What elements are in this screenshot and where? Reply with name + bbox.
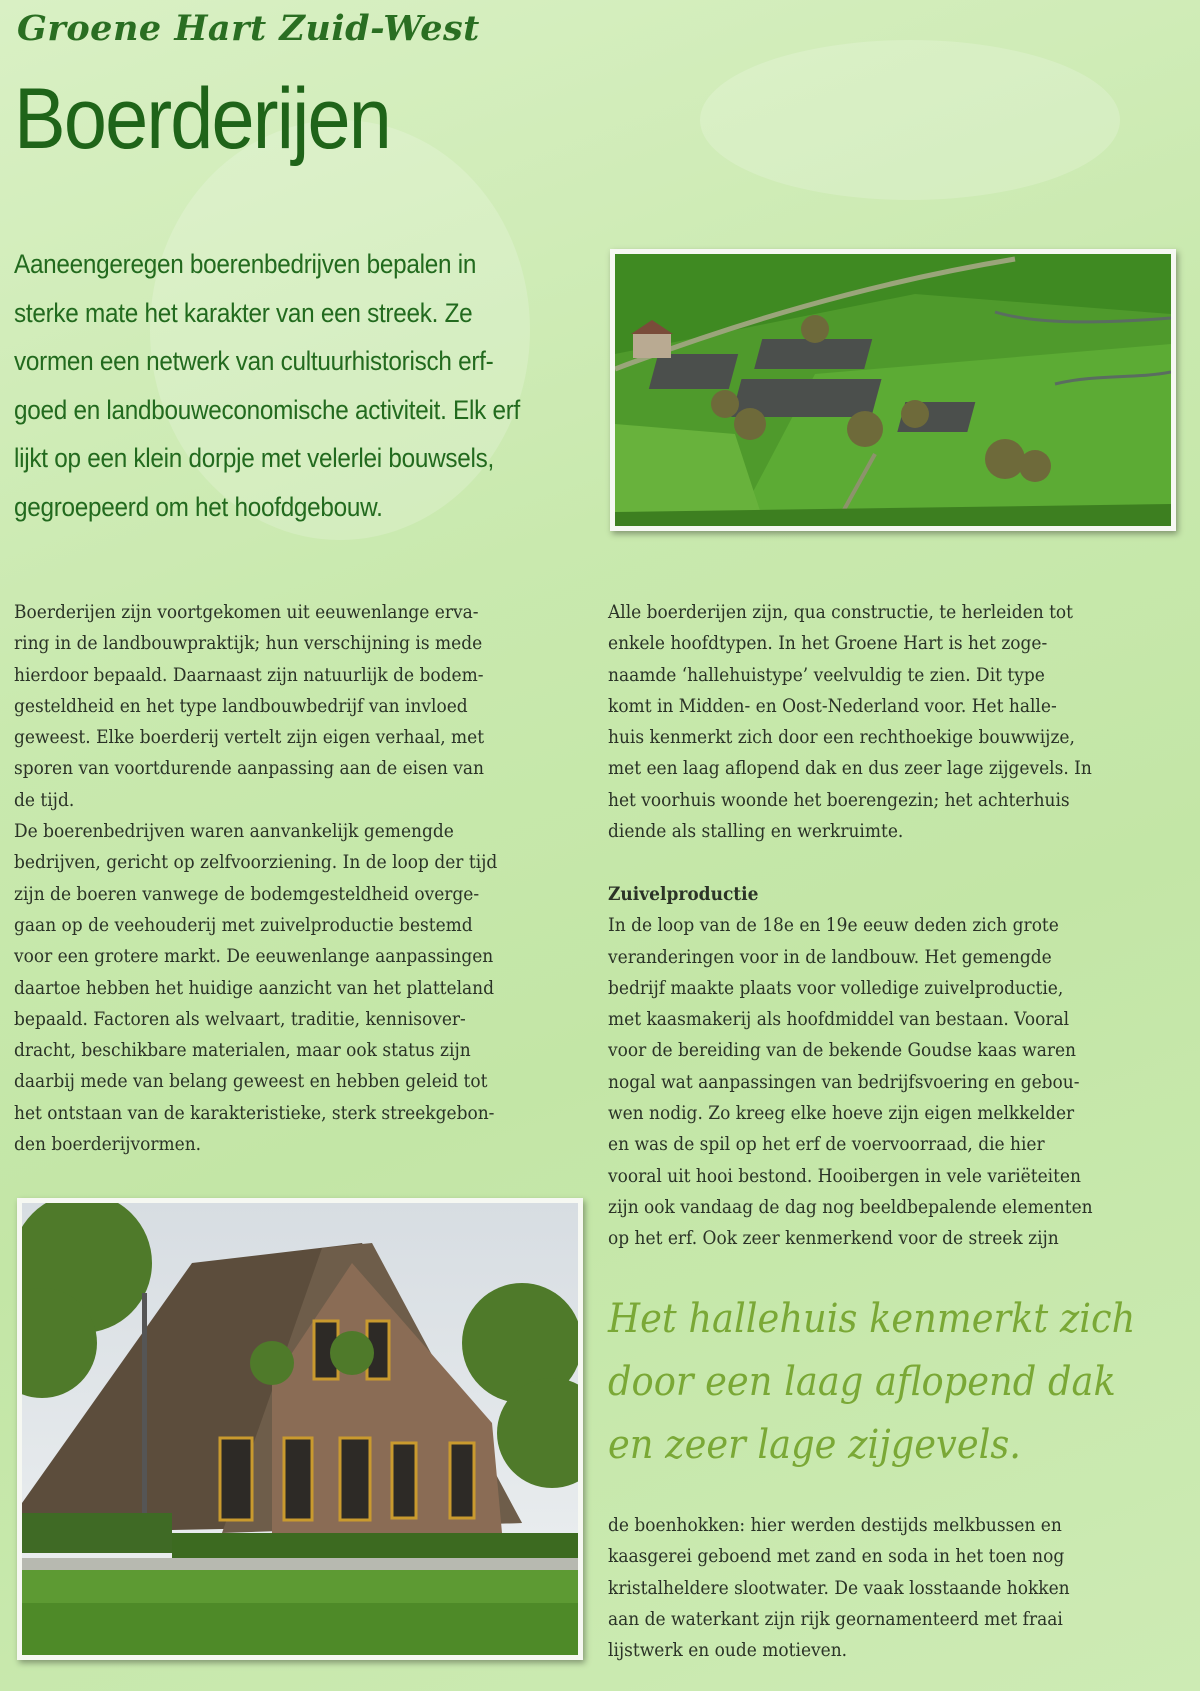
body-line: De boerenbedrijven waren aanvankelijk gemengde: [14, 821, 454, 843]
body-line: lijstwerk en oude motieven.: [608, 1640, 848, 1662]
body-line: Alle boerderijen zijn, qua constructie, te herleiden tot: [608, 602, 1074, 623]
body-line: met kaasmakerij als hoofdmiddel van bestaan. Vooral: [608, 1009, 1070, 1031]
pull-quote-line: door een laag aflopend dak: [608, 1359, 1116, 1405]
body-line: de tijd.: [14, 789, 75, 811]
page-title: Boerderijen: [14, 71, 391, 167]
zuivel-section: [608, 879, 1178, 1255]
body-line: het ontstaan van de karakteristieke, sterk streekgebon-: [14, 1102, 495, 1124]
body-line: ring in de landbouwpraktijk; hun verschijning is mede: [14, 633, 483, 655]
body-line: het voorhuis woonde het boerengezin; het achterhuis: [608, 789, 1070, 811]
body-line: zijn de boeren vanwege de bodemgesteldheid overge-: [14, 883, 480, 905]
left-column-text: [14, 597, 584, 1160]
body-line: komt in Midden- en Oost-Nederland voor. Het halle-: [608, 695, 1057, 717]
intro-line: gegroepeerd om het hoofdgebouw.: [14, 491, 383, 522]
body-line: wen nodig. Zo kreeg elke hoeve zijn eigen melkkelder: [608, 1103, 1075, 1125]
body-line: In de loop van de 18e en 19e eeuw deden zich grote: [608, 915, 1059, 937]
body-line: daartoe hebben het huidige aanzicht van het platteland: [14, 977, 495, 999]
intro-line: Aaneengeregen boerenbedrijven bepalen in: [14, 249, 477, 279]
body-line: naamde ‘hallehuistype’ veelvuldig te zien. Dit type: [608, 664, 1045, 686]
body-line: diende als stalling en werkruimte.: [608, 821, 904, 843]
intro-paragraph: [14, 240, 614, 531]
farmhouse-photo: [17, 1198, 583, 1660]
body-line: kristalheldere slootwater. De vaak losstaande hokken: [608, 1577, 1070, 1599]
body-line: gesteldheid en het type landbouwbedrijf van invloed: [14, 695, 468, 717]
body-line: dracht, beschikbare materialen, maar ook status zijn: [14, 1040, 471, 1062]
body-line: den boerderijvormen.: [14, 1134, 202, 1156]
intro-line: goed en landbouweconomische activiteit. Elk erf: [14, 394, 521, 425]
body-line: huis kenmerkt zich door een rechthoekige bouwwijze,: [608, 727, 1075, 749]
body-line: sporen van voortdurende aanpassing aan de eisen van: [14, 758, 485, 780]
right-column-text-bottom: [608, 1510, 1178, 1666]
body-line: met een laag aflopend dak en dus zeer lage zijgevels. In: [608, 758, 1092, 780]
intro-line: lijkt op een klein dorpje met velerlei bouwsels,: [14, 443, 495, 473]
body-line: zijn ook vandaag de dag nog beeldbepalende elementen: [608, 1196, 1093, 1218]
intro-line: sterke mate het karakter van een streek. Ze: [14, 297, 473, 328]
section-kicker: Groene Hart Zuid-West: [17, 8, 480, 49]
body-line: kaasgerei geboend met zand en soda in het toen nog: [608, 1546, 1065, 1568]
pull-quote: [608, 1288, 1188, 1477]
body-line: bedrijven, gericht op zelfvoorziening. In de loop der tijd: [14, 852, 498, 874]
body-line: daarbij mede van belang geweest en hebben geleid tot: [14, 1071, 488, 1093]
pull-quote-line: Het hallehuis kenmerkt zich: [608, 1296, 1136, 1342]
body-line: bedrijf maakte plaats voor volledige zuivelproductie,: [608, 977, 1064, 999]
body-line: hierdoor bepaald. Daarnaast zijn natuurlijk de bodem-: [14, 664, 484, 686]
body-line: nogal wat aanpassingen van bedrijfsvoering en gebou-: [608, 1071, 1080, 1093]
body-line: vooral uit hooi bestond. Hooibergen in vele variëteiten: [608, 1165, 1081, 1187]
body-line: veranderingen voor in de landbouw. Het gemengde: [608, 946, 1052, 968]
body-line: bepaald. Factoren als welvaart, traditie, kennisover-: [14, 1008, 466, 1030]
body-line: geweest. Elke boerderij vertelt zijn eigen verhaal, met: [14, 727, 485, 749]
body-line: de boenhokken: hier werden destijds melkbussen en: [608, 1515, 1062, 1536]
body-line: voor de bereiding van de bekende Goudse kaas waren: [608, 1040, 1077, 1062]
aerial-farm-photo: [610, 249, 1176, 531]
body-line: en was de spil op het erf de voervoorraad, die hier: [608, 1134, 1045, 1156]
body-line: op het erf. Ook zeer kenmerkend voor de streek zijn: [608, 1228, 1059, 1250]
body-line: gaan op de veehouderij met zuivelproductie bestemd: [14, 914, 473, 936]
body-line: voor een grotere markt. De eeuwenlange aanpassingen: [14, 946, 494, 968]
body-line: Boerderijen zijn voortgekomen uit eeuwenlange erva-: [14, 602, 479, 623]
pull-quote-line: en zeer lage zijgevels.: [608, 1422, 1021, 1468]
right-column-text-top: [608, 597, 1178, 847]
intro-line: vormen een netwerk van cultuurhistorisch erf-: [14, 346, 494, 376]
section-heading: Zuivelproductie: [608, 884, 759, 905]
body-line: aan de waterkant zijn rijk geornamenteerd met fraai: [608, 1608, 1063, 1630]
body-line: enkele hoofdtypen. In het Groene Hart is het zoge-: [608, 633, 1048, 655]
background-decoration: [700, 40, 1120, 200]
